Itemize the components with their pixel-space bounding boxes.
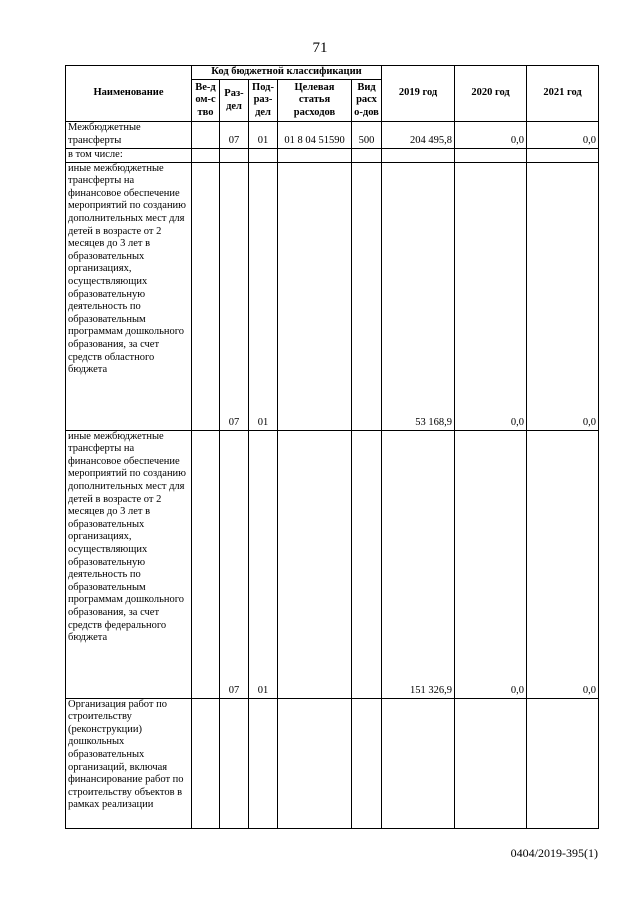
cell-2020 [455,149,527,163]
cell-podrazdel: 01 [249,122,278,149]
cell-vid [352,698,382,828]
cell-podrazdel: 01 [249,162,278,430]
cell-2021: 0,0 [527,162,599,430]
cell-target [278,149,352,163]
cell-2020: 0,0 [455,122,527,149]
cell-ved [192,122,220,149]
cell-razdel [220,698,249,828]
cell-ved [192,430,220,698]
budget-table [65,65,599,829]
cell-name: иные межбюджетные трансферты на финансовое обеспечение мероприятий по созданию дополнительных мест для детей в возрасте от 2 месяцев до 3 лет в образовательных организациях, осуществляющих образовательную деятельность по образовательным программам дошкольного образования, за счет средств федерального бюджета [66,430,192,698]
cell-2020 [455,698,527,828]
cell-ved [192,162,220,430]
cell-name: Организация работ по строительству (реконструкции) дошкольных образовательных организаций, включая финансирование работ по строительству объектов в рамках реализации [66,698,192,828]
cell-podrazdel [249,149,278,163]
cell-2021 [527,698,599,828]
cell-2019: 204 495,8 [382,122,455,149]
cell-vid [352,430,382,698]
cell-target [278,430,352,698]
cell-ved [192,698,220,828]
header-vid: Вид расхо-дов [352,80,382,122]
cell-razdel [220,149,249,163]
cell-2019 [382,149,455,163]
cell-2021 [527,149,599,163]
cell-podrazdel [249,698,278,828]
cell-vid: 500 [352,122,382,149]
header-2019: 2019 год [382,66,455,122]
cell-target: 01 8 04 51590 [278,122,352,149]
header-2021: 2021 год [527,66,599,122]
cell-name: иные межбюджетные трансферты на финансовое обеспечение мероприятий по созданию дополнительных мест для детей в возрасте от 2 месяцев до 3 лет в образовательных организациях, осуществляющих образовательную деятельность по образовательным программам дошкольного образования, за счет средств областного бюджета [66,162,192,430]
header-target: Целевая статья расходов [278,80,352,122]
document-code: 0404/2019-395(1) [510,846,598,860]
cell-ved [192,149,220,163]
cell-2019: 151 326,9 [382,430,455,698]
cell-razdel: 07 [220,430,249,698]
cell-podrazdel: 01 [249,430,278,698]
cell-2020: 0,0 [455,162,527,430]
header-razdel: Раз-дел [220,80,249,122]
header-podrazdel: Под-раз-дел [249,80,278,122]
table-row [66,698,599,828]
header-classification-group: Код бюджетной классификации [192,66,382,80]
cell-name: Межбюджетные трансферты [66,122,192,149]
table-row [66,430,599,698]
page-number: 71 [312,40,328,56]
header-vedomstvo: Ве-дом-ство [192,80,220,122]
cell-target [278,162,352,430]
cell-2021: 0,0 [527,430,599,698]
header-row-top [66,66,599,80]
cell-2019: 53 168,9 [382,162,455,430]
cell-name: в том числе: [66,149,192,163]
header-name: Наименование [66,66,192,122]
cell-2021: 0,0 [527,122,599,149]
cell-2019 [382,698,455,828]
table-row [66,149,599,163]
table-row [66,162,599,430]
cell-target [278,698,352,828]
cell-vid [352,149,382,163]
header-2020: 2020 год [455,66,527,122]
cell-2020: 0,0 [455,430,527,698]
cell-vid [352,162,382,430]
cell-razdel: 07 [220,122,249,149]
table-row [66,122,599,149]
cell-razdel: 07 [220,162,249,430]
